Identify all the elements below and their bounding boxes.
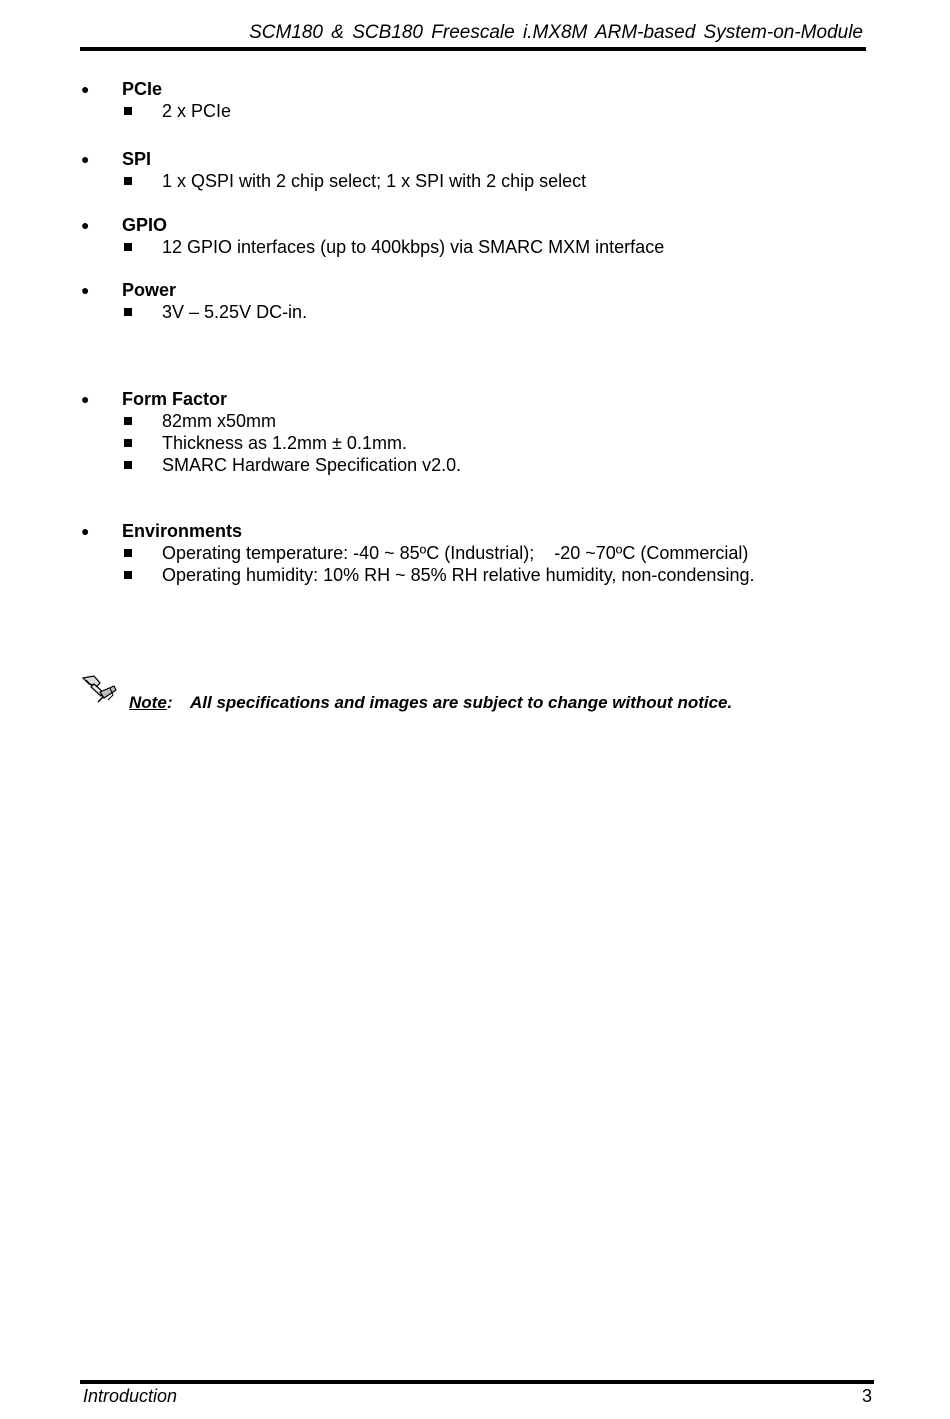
- square-bullet-icon: [124, 417, 132, 425]
- square-bullet-icon: [124, 571, 132, 579]
- list-item-text: 1 x QSPI with 2 chip select; 1 x SPI with 2 chip select: [162, 171, 587, 191]
- note-label: Note: [129, 693, 167, 712]
- page-number: 3: [861, 1386, 872, 1406]
- bullet-icon: ●: [81, 523, 90, 539]
- list-item-text: Operating humidity: 10% RH ~ 85% RH relative humidity, non-condensing.: [162, 565, 755, 585]
- bullet-icon: ●: [81, 217, 90, 233]
- list-item-text: 3V – 5.25V DC-in.: [162, 302, 308, 322]
- footer-section-name: Introduction: [83, 1386, 178, 1406]
- square-bullet-icon: [124, 107, 132, 115]
- section-title: Environments: [122, 521, 243, 541]
- pushpin-note-icon: [80, 672, 120, 706]
- bullet-icon: ●: [81, 282, 90, 298]
- footer-divider: [80, 1380, 874, 1384]
- section-title: SPI: [122, 149, 152, 169]
- list-item-text: 2 x PCIe: [162, 101, 232, 121]
- square-bullet-icon: [124, 243, 132, 251]
- list-item-text: SMARC Hardware Specification v2.0.: [162, 455, 462, 475]
- bullet-icon: ●: [81, 151, 90, 167]
- section-title: Power: [122, 280, 177, 300]
- list-item-text: Thickness as 1.2mm ± 0.1mm.: [162, 433, 407, 453]
- square-bullet-icon: [124, 177, 132, 185]
- list-item-text: 82mm x50mm: [162, 411, 277, 431]
- page-header-title: SCM180 & SCB180 Freescale i.MX8M ARM-based System-on-Module: [249, 22, 863, 43]
- note-block: [80, 672, 780, 716]
- square-bullet-icon: [124, 439, 132, 447]
- bullet-icon: ●: [81, 391, 90, 407]
- note-colon: :: [167, 693, 173, 712]
- square-bullet-icon: [124, 461, 132, 469]
- note-text: All specifications and images are subject to change without notice.: [190, 693, 733, 712]
- section-title: PCIe: [122, 79, 163, 99]
- section-title: GPIO: [122, 215, 168, 235]
- square-bullet-icon: [124, 549, 132, 557]
- square-bullet-icon: [124, 308, 132, 316]
- bullet-icon: ●: [81, 81, 90, 97]
- section-title: Form Factor: [122, 389, 228, 409]
- header-divider: [80, 47, 866, 51]
- list-item-text: 12 GPIO interfaces (up to 400kbps) via SMARC MXM interface: [162, 237, 665, 257]
- list-item-text: Operating temperature: -40 ~ 85ºC (Industrial); -20 ~70ºC (Commercial): [162, 543, 749, 563]
